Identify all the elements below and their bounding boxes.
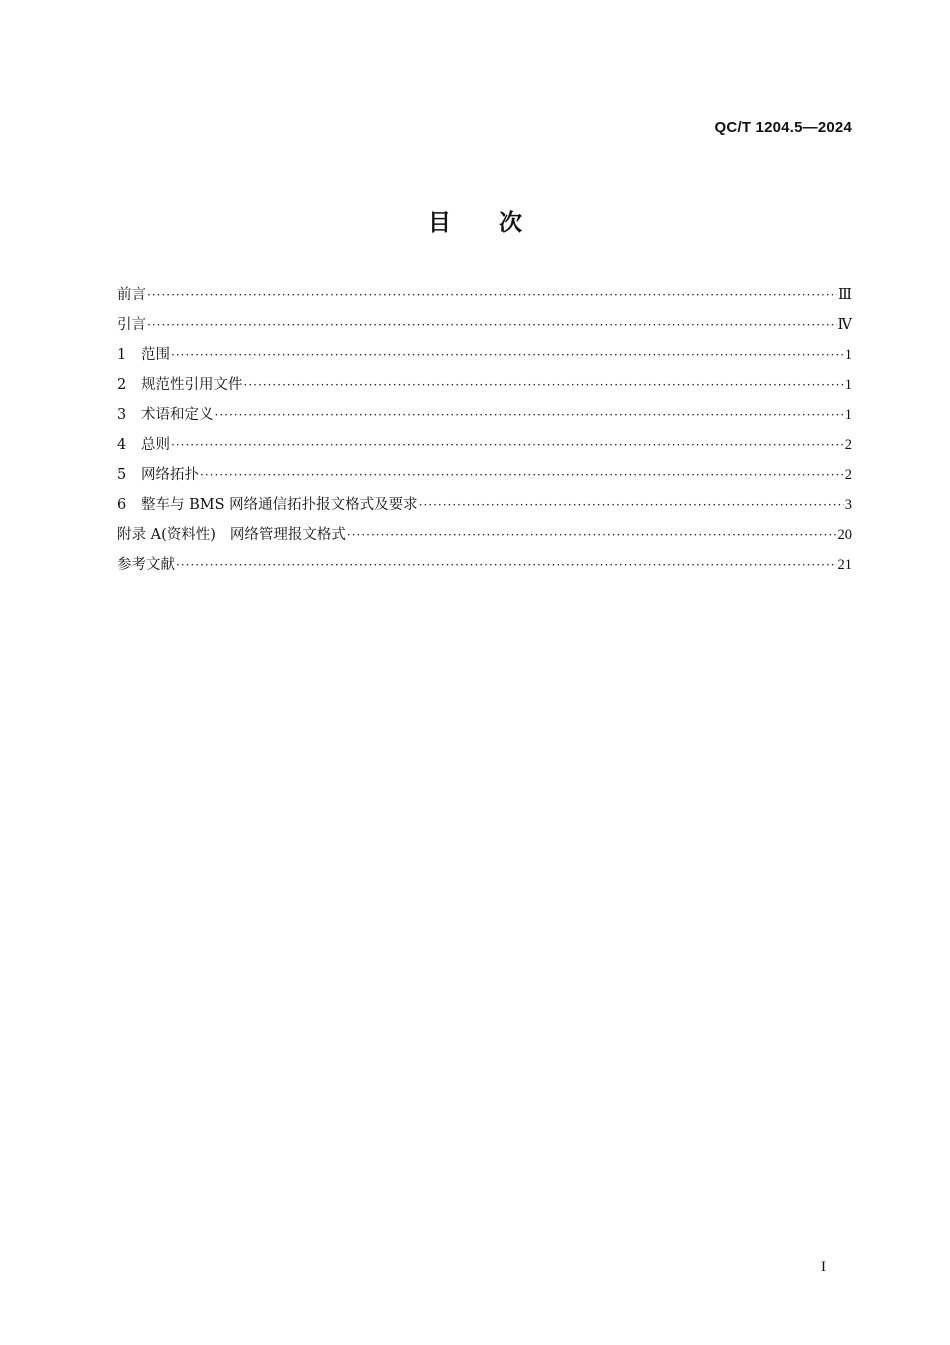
toc-entry-text: 引言 (117, 317, 146, 333)
toc-entry-scope[interactable] (117, 344, 852, 374)
toc-entry-bibliography[interactable] (117, 554, 852, 584)
toc-dot-leader (171, 344, 844, 366)
toc-entry-number: 1 (117, 347, 127, 363)
toc-entry-page: 20 (837, 527, 852, 543)
standard-code: QC/T 1204.5—2024 (714, 119, 852, 136)
toc-entry-general[interactable] (117, 434, 852, 464)
toc-entry-text (117, 524, 346, 546)
toc-entry-network-topology[interactable] (117, 464, 852, 494)
toc-entry-number: 5 (117, 467, 127, 483)
toc-entry-text: 前言 (117, 287, 146, 303)
toc-title: 目次 (428, 210, 570, 236)
toc-entry-page: 3 (844, 497, 852, 513)
toc-dot-leader (419, 494, 844, 516)
toc-entry-text: 术语和定义 (141, 407, 214, 423)
toc-annex-label: 附录 A(资料性) (117, 527, 216, 543)
toc-entry-number: 2 (117, 377, 127, 393)
toc-annex-title: 网络管理报文格式 (229, 527, 346, 543)
toc-entry-text: 总则 (141, 437, 170, 453)
toc-entry-page: Ⅳ (837, 317, 852, 333)
toc-list (117, 284, 852, 584)
toc-dot-leader (200, 464, 844, 486)
page-number: I (821, 1259, 826, 1275)
toc-entry-page: Ⅲ (838, 287, 852, 303)
toc-dot-leader (215, 404, 844, 426)
toc-entry-number: 3 (117, 407, 127, 423)
toc-entry-page: 2 (844, 437, 852, 453)
toc-entry-page: 2 (844, 467, 852, 483)
toc-entry-introduction[interactable] (117, 314, 852, 344)
toc-dot-leader (147, 314, 837, 336)
toc-entry-terms-definitions[interactable] (117, 404, 852, 434)
toc-entry-page: 1 (844, 347, 852, 363)
toc-entry-foreword[interactable] (117, 284, 852, 314)
toc-entry-text: 整车与 BMS 网络通信拓扑报文格式及要求 (141, 497, 418, 513)
toc-entry-annex-a[interactable] (117, 524, 852, 554)
toc-entry-text: 规范性引用文件 (141, 377, 243, 393)
toc-entry-number: 6 (117, 497, 127, 513)
toc-entry-page: 1 (844, 407, 852, 423)
toc-entry-text: 参考文献 (117, 557, 175, 573)
toc-entry-message-format[interactable] (117, 494, 852, 524)
toc-entry-text: 范围 (141, 347, 170, 363)
toc-entry-text: 网络拓扑 (141, 467, 199, 483)
toc-dot-leader (176, 554, 837, 576)
toc-entry-page: 21 (837, 557, 852, 573)
toc-dot-leader (171, 434, 844, 456)
toc-dot-leader (244, 374, 844, 396)
toc-entry-page: 1 (844, 377, 852, 393)
toc-entry-number: 4 (117, 437, 127, 453)
toc-dot-leader (147, 284, 837, 306)
toc-entry-normative-references[interactable] (117, 374, 852, 404)
toc-dot-leader (347, 524, 837, 546)
